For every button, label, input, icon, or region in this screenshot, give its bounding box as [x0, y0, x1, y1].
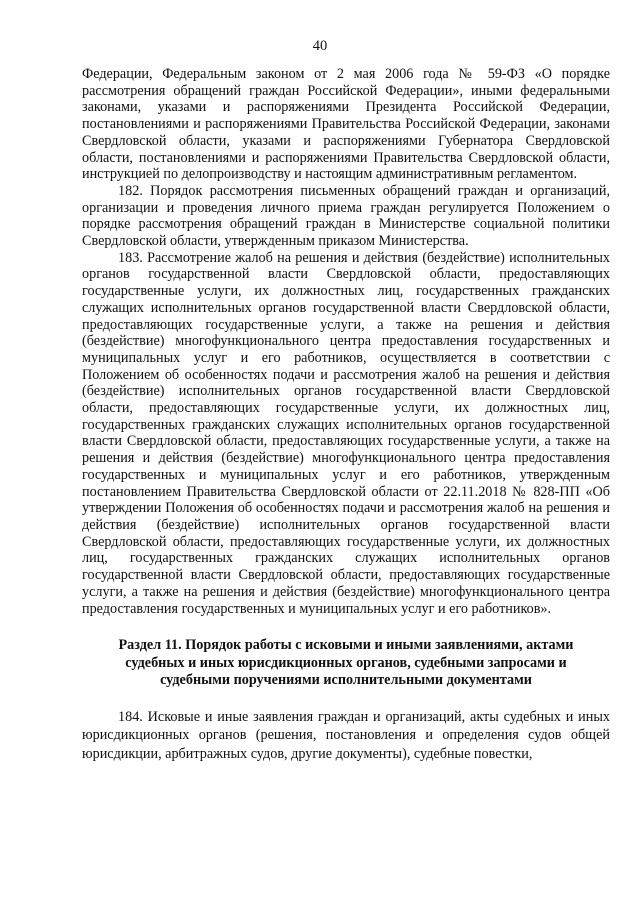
section-11-heading: Раздел 11. Порядок работы с исковыми и иными заявлениями, актами судебных и иных юрисдикционных органов, судебными запросами и судебными поручениями исполнительными документами — [118, 637, 574, 689]
document-body — [82, 66, 610, 763]
paragraph-184: 184. Исковые и иные заявления граждан и организаций, акты судебных и иных юрисдикционных органов (решения, постановления и определения судов общей юрисдикции, арбитражных судов, другие документы), судебные повестки, — [82, 708, 610, 762]
paragraph-182: 182. Порядок рассмотрения письменных обращений граждан и организаций, организации и проведения личного приема граждан регулируется Положением о порядке рассмотрения обращений граждан в Министерстве социальной политики Свердловской области, утвержденным приказом Министерства. — [82, 182, 610, 250]
paragraph-183: 183. Рассмотрение жалоб на решения и действия (бездействие) исполнительных органов государственной власти Свердловской области, предоставляющих государственные услуги, их должностных лиц, государственных гражданских служащих исполнительных органов государственной власти Свердловской области, предоставляющих государственные услуги, а также на решения и действия (бездействие) многофункционального центра предоставления государственных и муниципальных услуг и его работников, осуществляется в соответствии с Положением об особенностях подачи и рассмотрения жалоб на решения и действия (бездействие) исполнительных органов государственной власти Свердловской области, предоставляющих государственные услуги, их должностных лиц, государственных гражданских служащих исполнительных органов государственной власти Свердловской области, предоставляющих государственные услуги, а также на решения и действия (бездействие) многофункционального центра предоставления государственных и муниципальных услуг и его работников, утвержденным постановлением Правительства Свердловской области от 22.11.2018 № 828-ПП «Об утверждении Положения об особенностях подачи и рассмотрения жалоб на решения и действия (бездействие) исполнительных органов государственной власти Свердловской области, предоставляющих государственные услуги, их должностных лиц, государственных гражданских служащих исполнительных органов государственной власти Свердловской области, предоставляющих государственные услуги, а также на решения и действия (бездействие) многофункционального центра предоставления государственных и муниципальных услуг и его работников». — [82, 249, 610, 617]
paragraph-181-continuation: Федерации, Федеральным законом от 2 мая 2006 года № 59-ФЗ «О порядке рассмотрения обращений граждан Российской Федерации», иными федеральными законами, указами и распоряжениями Президента Российской Федерации, постановлениями и распоряжениями Правительства Российской Федерации, законами Свердловской области, указами и распоряжениями Губернатора Свердловской области, постановлениями и распоряжениями Правительства Свердловской области, инструкцией по делопроизводству и настоящим административным регламентом. — [82, 66, 610, 183]
page-number: 40 — [312, 38, 328, 54]
